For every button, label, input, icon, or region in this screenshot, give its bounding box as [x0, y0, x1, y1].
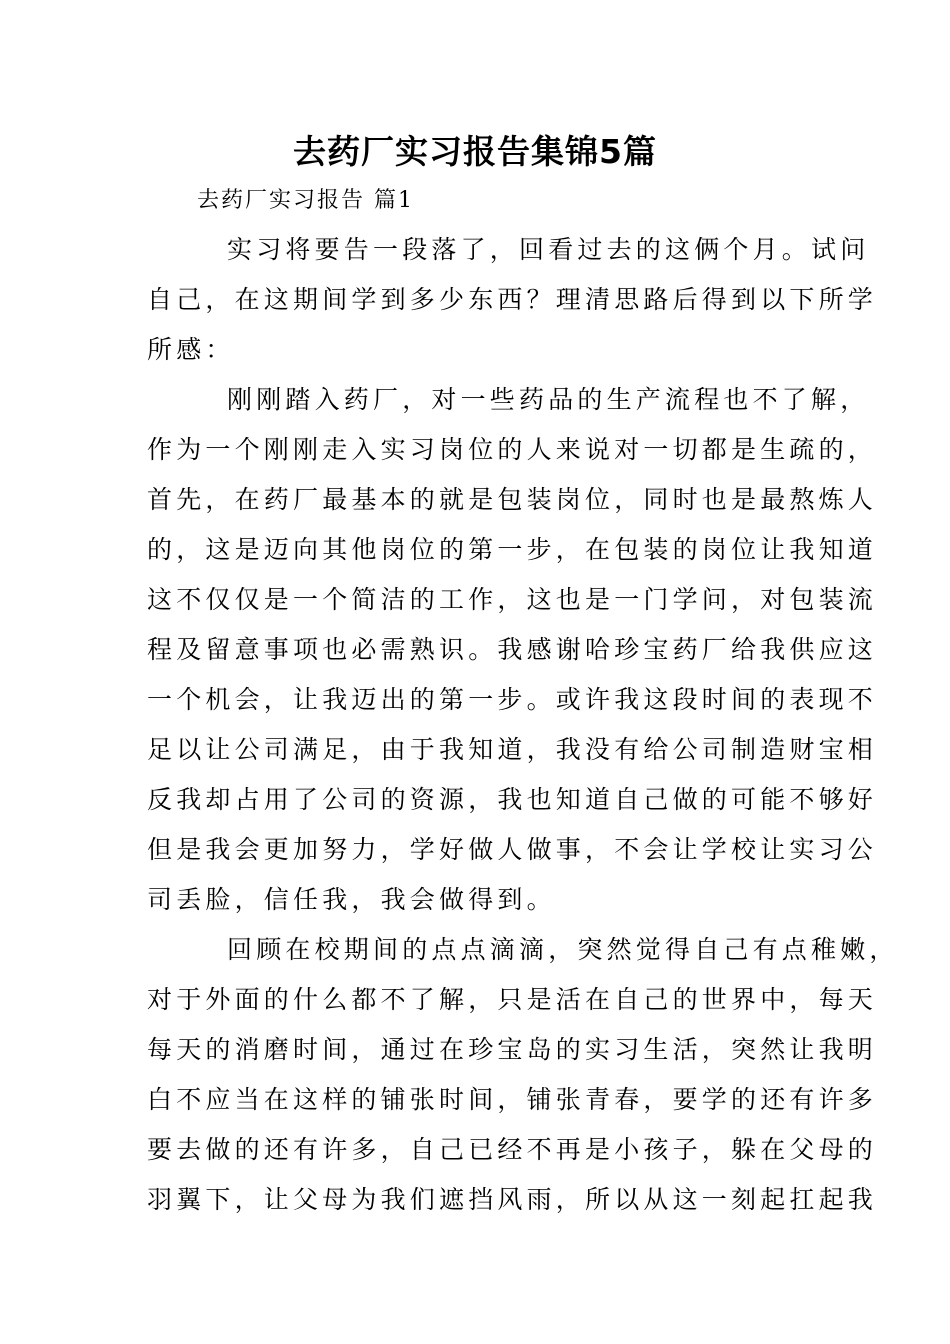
- paragraph-line: 对于外面的什么都不了解，只是活在自己的世界中，每天: [147, 985, 878, 1014]
- paragraph-line: 足以让公司满足，由于我知道，我没有给公司制造财宝相: [147, 735, 878, 764]
- paragraph-line: 但是我会更加努力，学好做人做事，不会让学校让实习公: [147, 835, 878, 864]
- paragraph-line: 刚刚踏入药厂，对一些药品的生产流程也不了解，: [227, 385, 870, 414]
- paragraph-line: 这不仅仅是一个简洁的工作，这也是一门学问，对包装流: [147, 585, 878, 614]
- paragraph-line: 首先，在药厂最基本的就是包装岗位，同时也是最熬炼人: [147, 485, 878, 514]
- paragraph-line: 司丢脸，信任我，我会做得到。: [147, 885, 556, 914]
- paragraph-line: 白不应当在这样的铺张时间，铺张青春，要学的还有许多: [147, 1085, 878, 1114]
- paragraph-line: 自己，在这期间学到多少东西？理清思路后得到以下所学: [147, 285, 878, 314]
- paragraph-line: 作为一个刚刚走入实习岗位的人来说对一切都是生疏的，: [147, 435, 878, 464]
- paragraph-line: 所感：: [147, 335, 235, 364]
- paragraph-line: 回顾在校期间的点点滴滴，突然觉得自己有点稚嫩，: [227, 935, 899, 964]
- paragraph-line: 实习将要告一段落了，回看过去的这俩个月。试问: [227, 235, 870, 264]
- section-heading: 去药厂实习报告 篇1: [197, 188, 414, 213]
- paragraph-line: 一个机会，让我迈出的第一步。或许我这段时间的表现不: [147, 685, 878, 714]
- paragraph-line: 每天的消磨时间，通过在珍宝岛的实习生活，突然让我明: [147, 1035, 878, 1064]
- paragraph-line: 程及留意事项也必需熟识。我感谢哈珍宝药厂给我供应这: [147, 635, 878, 664]
- paragraph-line: 反我却占用了公司的资源，我也知道自己做的可能不够好: [147, 785, 878, 814]
- paragraph-line: 的，这是迈向其他岗位的第一步，在包装的岗位让我知道: [147, 535, 878, 564]
- paragraph-line: 要去做的还有许多，自己已经不再是小孩子，躲在父母的: [147, 1135, 878, 1164]
- paragraph-line: 羽翼下，让父母为我们遮挡风雨，所以从这一刻起扛起我: [147, 1185, 878, 1214]
- document-title: 去药厂实习报告集锦5篇: [293, 132, 657, 171]
